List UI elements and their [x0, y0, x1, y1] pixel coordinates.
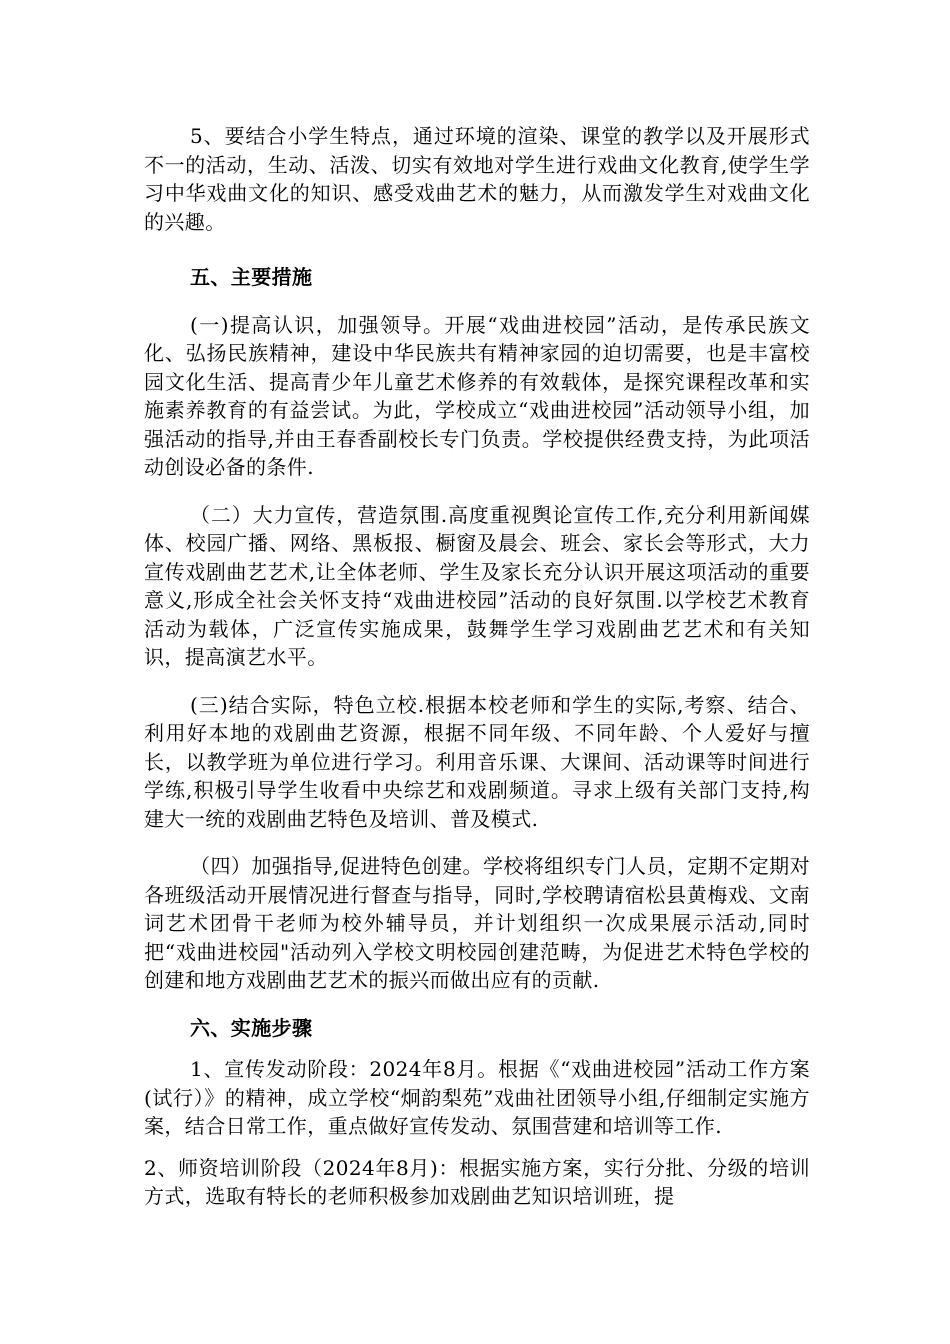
paragraph-step-2: 2、师资培训阶段（2024年8月)：根据实施方案，实行分批、分级的培训方式，选取有特长的老师积极参加戏剧曲艺知识培训班，提 — [144, 1155, 810, 1208]
paragraph-measure-4: （四）加强指导,促进特色创建。学校将组织专门人员，定期不定期对各班级活动开展情况进行督查与指导，同时,学校聘请宿松县黄梅戏、文南词艺术团骨干老师为校外辅导员，并计划组织一次成果展示活动,同时把“戏曲进校园"活动列入学校文明校园创建范畴，为促进艺术特色学校的创建和地方戏剧曲艺艺术的振兴而做出应有的贡献. — [144, 854, 810, 992]
paragraph-measure-1: (一)提高认识，加强领导。开展“戏曲进校园”活动，是传承民族文化、弘扬民族精神，建设中华民族共有精神家园的迫切需要，也是丰富校园文化生活、提高青少年儿童艺术修养的有效载体，是探究课程改革和实施素养教育的有益尝试。为此，学校成立“戏曲进校园”活动领导小组，加强活动的指导,并由王春香副校长专门负责。学校提供经费支持，为此项活动创设必备的条件. — [144, 312, 810, 479]
section-heading-main-measures: 五、主要措施 — [190, 265, 313, 289]
paragraph-measure-2: （二）大力宣传，营造氛围.高度重视舆论宣传工作,充分利用新闻媒体、校园广播、网络、黑板报、橱窗及晨会、班会、家长会等形式，大力宣传戏剧曲艺艺术,让全体老师、学生及家长充分认识开展这项活动的重要意义,形成全社会关怀支持“戏曲进校园”活动的良好氛围.以学校艺术教育活动为载体，广泛宣传实施成果，鼓舞学生学习戏剧曲艺艺术和有关知识，提高演艺水平。 — [144, 502, 810, 669]
paragraph-step-1: 1、宣传发动阶段：2024年8月。根据《“戏曲进校园”活动工作方案(试行）》的精神，成立学校“炯韵梨苑”戏曲社团领导小组,仔细制定实施方案，结合日常工作，重点做好宣传发动、氛围营建和培训等工作. — [144, 1057, 810, 1138]
section-heading-implementation-steps: 六、实施步骤 — [190, 1015, 313, 1040]
paragraph-goal-5: 5、要结合小学生特点，通过环境的渲染、课堂的教学以及开展形式不一的活动，生动、活泼、切实有效地对学生进行戏曲文化教育,使学生学习中华戏曲文化的知识、感受戏曲艺术的魅力，从而激发学生对戏曲文化的兴趣。 — [144, 124, 810, 234]
paragraph-measure-3: (三)结合实际，特色立校.根据本校老师和学生的实际,考察、结合、利用好本地的戏剧曲艺资源，根据不同年级、不同年龄、个人爱好与擅长，以教学班为单位进行学习。利用音乐课、大课间、活动课等时间进行学练,积极引导学生收看中央综艺和戏剧频道。寻求上级有关部门支持,构建大一统的戏剧曲艺特色及培训、普及模式. — [144, 692, 810, 831]
document-body — [144, 122, 810, 1211]
